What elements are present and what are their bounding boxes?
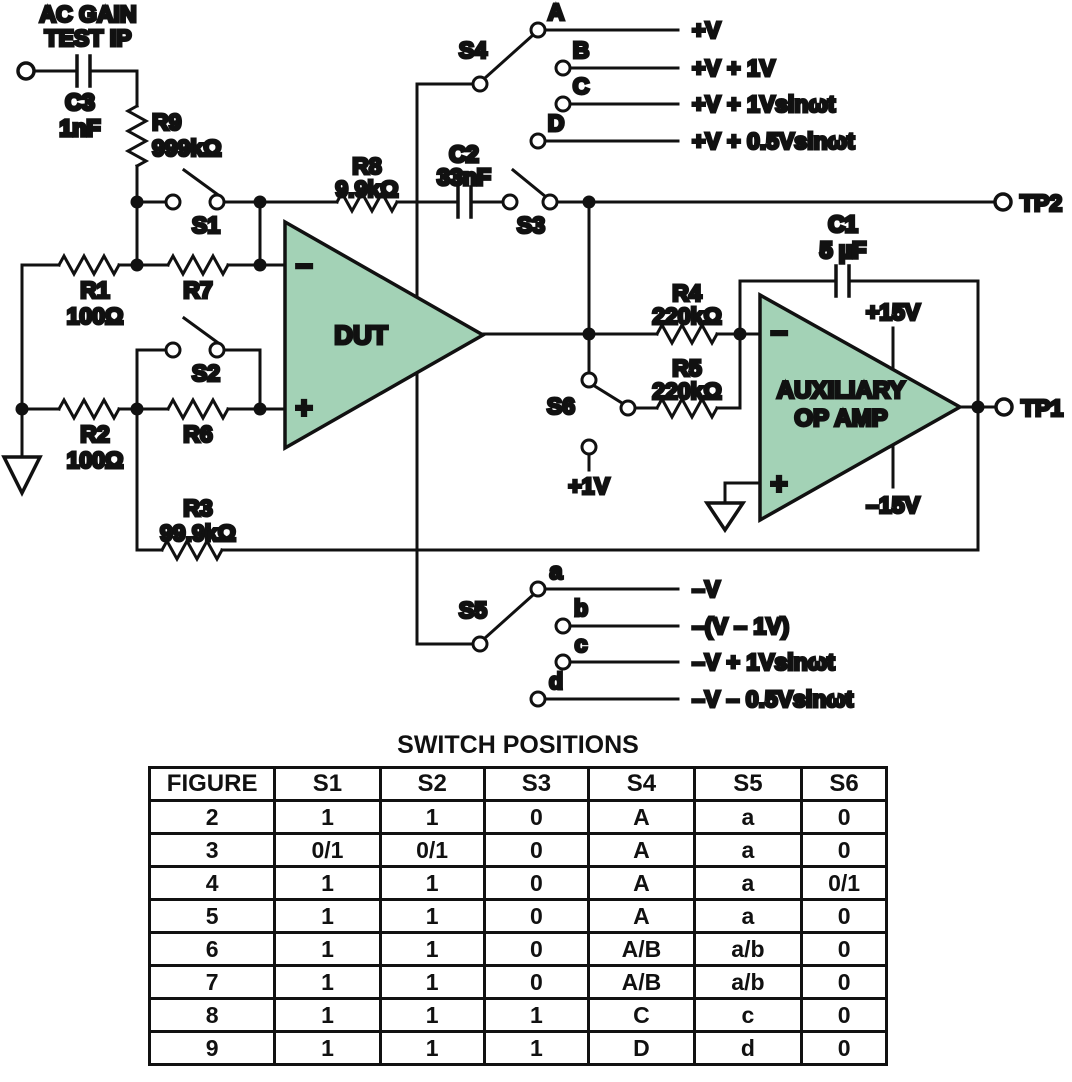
switch-S3-label: S3 (516, 212, 546, 238)
table-cell: A (589, 900, 694, 933)
switch-S4-pos-B: B (572, 37, 590, 63)
table-cell: 9 (150, 1032, 275, 1065)
switch-S5-pos-b: b (573, 595, 589, 621)
resistor-R6-name: R6 (183, 421, 213, 447)
table-cell: 1 (380, 801, 484, 834)
table-cell: 1 (484, 1032, 589, 1065)
table-row (150, 966, 887, 999)
table-cell: 5 (150, 900, 275, 933)
table-row (150, 834, 887, 867)
capacitor-C2-value: 33nF (437, 164, 491, 190)
table-cell: 0 (802, 966, 887, 999)
table-cell: a (694, 834, 802, 867)
resistor-R4-name: R4 (672, 280, 702, 306)
col-header-s3: S3 (484, 768, 589, 801)
aux-pos-supply-label: +15V (865, 299, 921, 325)
resistor-R2 (59, 400, 123, 473)
switch-S4-pos-C: C (572, 73, 590, 99)
table-cell: a (694, 867, 802, 900)
supply-option-c-label: –V + 1Vsinωt (692, 649, 835, 675)
switch-S5-pos-a: a (549, 558, 563, 584)
resistor-R7-name: R7 (183, 277, 213, 303)
table-cell: 0/1 (802, 867, 887, 900)
resistor-R2-name: R2 (80, 421, 110, 447)
switch-S3[interactable] (503, 170, 557, 238)
resistor-R3-name: R3 (183, 495, 213, 521)
resistor-R9 (128, 106, 222, 166)
table-cell: 8 (150, 999, 275, 1032)
table-cell: A/B (589, 966, 694, 999)
resistor-R4-value: 220kΩ (652, 303, 722, 329)
table-cell: 0 (484, 933, 589, 966)
table-cell: 0 (484, 834, 589, 867)
table-cell: a (694, 900, 802, 933)
switch-S5[interactable] (459, 558, 678, 706)
table-cell: A (589, 867, 694, 900)
resistor-R4 (652, 280, 722, 343)
resistor-R8-value: 9.9kΩ (335, 176, 399, 202)
table-cell: 0 (802, 834, 887, 867)
table-row (150, 999, 887, 1032)
table-title: SWITCH POSITIONS (397, 731, 639, 759)
col-header-s6: S6 (802, 768, 887, 801)
resistor-R7 (168, 256, 228, 303)
table-cell: 1 (380, 966, 484, 999)
input-terminal[interactable] (18, 63, 34, 79)
table-row (150, 801, 887, 834)
table-cell: 3 (150, 834, 275, 867)
table-cell: A (589, 834, 694, 867)
table-cell: 1 (275, 966, 380, 999)
table-cell: 1 (275, 801, 380, 834)
capacitor-C1-value: 5 µF (819, 237, 867, 263)
table-cell: D (589, 1032, 694, 1065)
testpoint-TP1[interactable] (996, 395, 1063, 421)
table-cell: 1 (380, 1032, 484, 1065)
table-row (150, 933, 887, 966)
table-cell: c (694, 999, 802, 1032)
table-cell: a (694, 801, 802, 834)
resistor-R8-name: R8 (352, 153, 382, 179)
switch-S5-pos-d: d (548, 668, 564, 694)
table-cell: 0 (484, 867, 589, 900)
switch-S4-pos-D: D (547, 110, 565, 136)
resistor-R3-value: 99.9kΩ (160, 520, 236, 546)
table-cell: 0 (484, 801, 589, 834)
table-cell: 4 (150, 867, 275, 900)
switch-S2[interactable] (166, 318, 224, 386)
col-header-s5: S5 (694, 768, 802, 801)
table-cell: 1 (275, 999, 380, 1032)
resistor-R8 (335, 153, 398, 211)
table-cell: 7 (150, 966, 275, 999)
bias-1v-label: +1V (568, 473, 610, 499)
switch-S1-label: S1 (191, 212, 221, 238)
table-cell: a/b (694, 933, 802, 966)
aux-plus-sign: + (770, 468, 788, 501)
table-cell: C (589, 999, 694, 1032)
table-cell: 0/1 (380, 834, 484, 867)
resistor-R2-value: 100Ω (66, 447, 124, 473)
switch-S4[interactable] (459, 0, 678, 148)
capacitor-C3 (60, 56, 101, 141)
table-cell: a/b (694, 966, 802, 999)
resistor-R9-value: 999kΩ (152, 135, 222, 161)
aux-label-line1: AUXILIARY (776, 377, 906, 404)
resistor-R1 (59, 256, 123, 329)
switch-positions-table (148, 766, 888, 1066)
table-cell: 0 (802, 933, 887, 966)
aux-label-line2: OP AMP (794, 405, 888, 432)
aux-neg-supply-label: –15V (866, 492, 920, 518)
ground-symbol-aux (707, 503, 743, 530)
resistor-R1-value: 100Ω (66, 303, 124, 329)
resistor-R5-value: 220kΩ (652, 378, 722, 404)
table-cell: A (589, 801, 694, 834)
col-header-s1: S1 (275, 768, 380, 801)
table-row (150, 867, 887, 900)
capacitor-C3-name: C3 (65, 89, 95, 115)
table-header-row (150, 768, 887, 801)
supply-option-A-label: +V (692, 17, 721, 43)
switch-S1[interactable] (166, 170, 224, 238)
switch-S5-pos-c: c (574, 631, 588, 657)
supply-option-b-label: –(V – 1V) (692, 613, 790, 639)
negative-supply-options (692, 576, 854, 712)
positive-supply-options (692, 17, 855, 154)
switch-S6[interactable] (547, 373, 635, 499)
auxiliary-opamp (760, 295, 960, 520)
dut-opamp (285, 222, 483, 448)
table-cell: 0 (484, 900, 589, 933)
table-cell: 1 (380, 900, 484, 933)
input-label-line2: TEST IP (44, 25, 132, 51)
supply-option-C-label: +V + 1Vsinωt (692, 91, 836, 117)
col-header-s2: S2 (380, 768, 484, 801)
table-cell: A/B (589, 933, 694, 966)
table-cell: 1 (275, 900, 380, 933)
col-header-figure: FIGURE (150, 768, 275, 801)
table-cell: 0 (802, 801, 887, 834)
switch-S4-pos-A: A (547, 0, 565, 25)
table-row (150, 1032, 887, 1065)
resistor-R1-name: R1 (80, 277, 110, 303)
table-cell: 1 (380, 999, 484, 1032)
switch-S6-label: S6 (546, 393, 576, 419)
capacitor-C3-value: 1nF (59, 115, 101, 141)
table-cell: 1 (380, 933, 484, 966)
switch-S2-label: S2 (191, 360, 221, 386)
capacitor-C2-name: C2 (449, 141, 479, 167)
supply-option-B-label: +V + 1V (692, 55, 776, 81)
table-cell: 2 (150, 801, 275, 834)
switch-S5-label: S5 (458, 597, 488, 623)
table-cell: 1 (380, 867, 484, 900)
table-cell: 0 (484, 966, 589, 999)
testpoint-TP2[interactable] (995, 190, 1062, 216)
col-header-s4: S4 (589, 768, 694, 801)
table-cell: 1 (275, 1032, 380, 1065)
capacitor-C2 (437, 141, 491, 217)
dut-label: DUT (334, 320, 388, 350)
dut-minus-sign: − (295, 250, 313, 283)
resistor-R5-name: R5 (672, 355, 702, 381)
table-cell: 0 (802, 999, 887, 1032)
resistor-R6 (168, 400, 228, 447)
ground-symbol-left (4, 457, 40, 493)
supply-option-D-label: +V + 0.5Vsinωt (692, 128, 855, 154)
supply-option-d-label: –V – 0.5Vsinωt (692, 686, 854, 712)
table-cell: 0 (802, 1032, 887, 1065)
table-row (150, 900, 887, 933)
table-cell: 1 (275, 867, 380, 900)
table-cell: d (694, 1032, 802, 1065)
switch-S4-label: S4 (458, 37, 488, 63)
table-cell: 6 (150, 933, 275, 966)
supply-option-a-label: –V (692, 576, 721, 602)
testpoint-TP1-label: TP1 (1021, 395, 1064, 421)
resistor-R9-name: R9 (152, 109, 182, 135)
capacitor-C1-name: C1 (828, 211, 858, 237)
dut-plus-sign: + (295, 392, 313, 425)
capacitor-C1 (820, 211, 866, 296)
input-label-line1: AC GAIN (39, 1, 137, 27)
testpoint-TP2-label: TP2 (1020, 190, 1063, 216)
table-cell: 1 (275, 933, 380, 966)
table-cell: 0 (802, 900, 887, 933)
table-cell: 1 (484, 999, 589, 1032)
table-cell: 0/1 (275, 834, 380, 867)
aux-minus-sign: − (770, 317, 788, 350)
resistor-R5 (652, 355, 722, 417)
